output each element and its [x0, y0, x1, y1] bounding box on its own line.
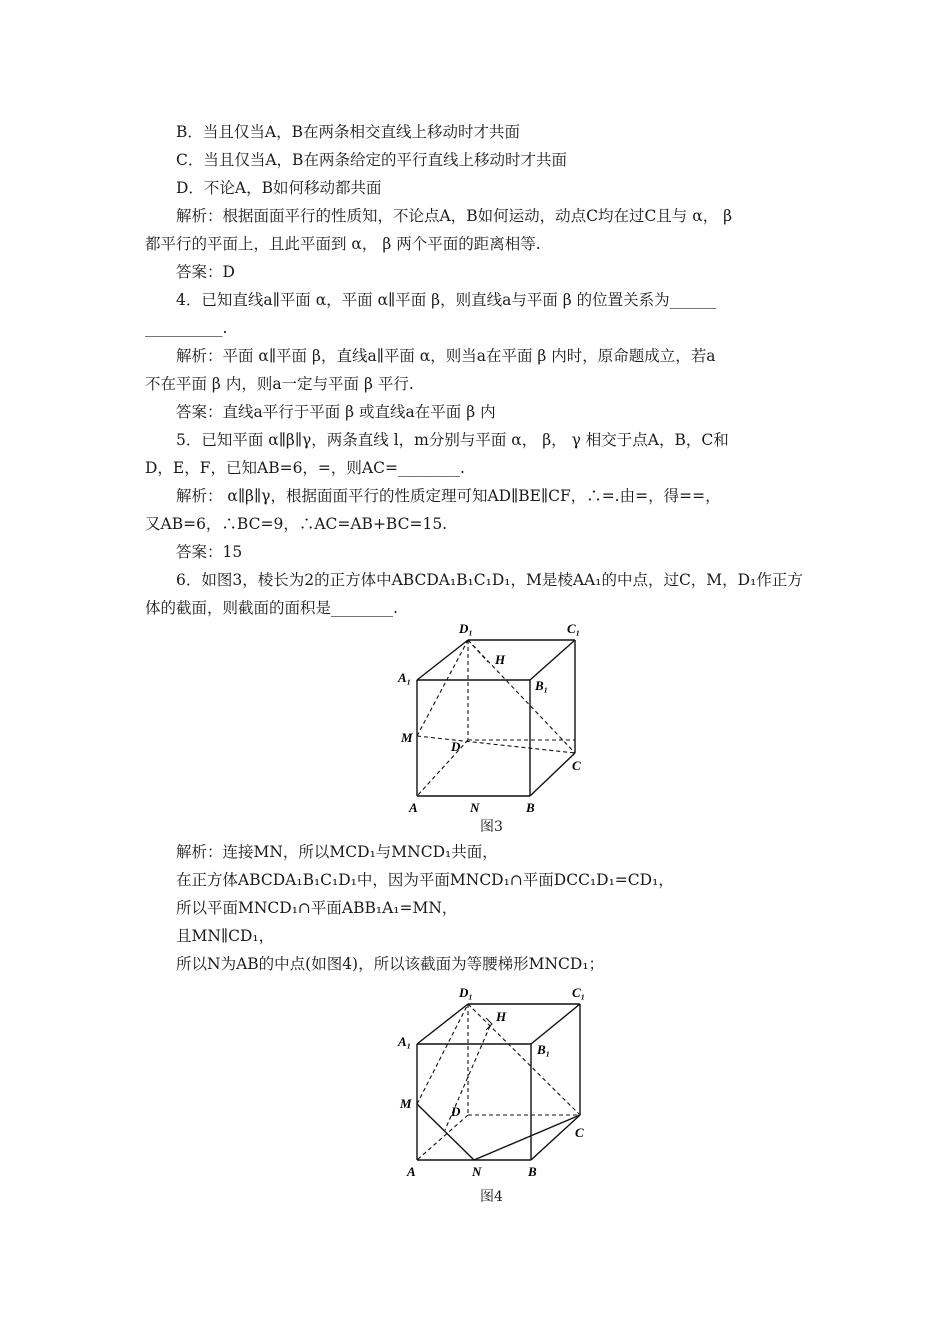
answer-3: 答案：D [176, 263, 235, 281]
label-d: D [451, 1104, 461, 1119]
label-m: M [401, 730, 413, 745]
label-n: N [472, 1164, 482, 1179]
label-d1: D₁ [459, 985, 473, 1000]
label-b1: B₁ [535, 678, 549, 693]
label-a: A [407, 1164, 416, 1179]
solution-3-line-2: 都平行的平面上，且此平面到 α， β 两个平面的距离相等. [145, 235, 541, 253]
label-m: M [400, 1096, 412, 1111]
label-c1: C₁ [567, 621, 581, 636]
label-b1: B₁ [537, 1042, 551, 1057]
label-a1: A₁ [398, 670, 412, 685]
label-c: C [575, 1125, 584, 1140]
solution-5-line-1: 解析： α∥β∥γ，根据面面平行的性质定理可知AD∥BE∥CF，∴=.由=，得==， [176, 487, 721, 505]
option-c: C．当且仅当A，B在两条给定的平行直线上移动时才共面 [176, 151, 567, 169]
solution-3-line-1: 解析：根据面面平行的性质知，不论点A，B如何运动，动点C均在过C且与 α， β [176, 207, 733, 225]
label-b: B [526, 800, 535, 813]
solution-4-line-1: 解析：平面 α∥平面 β，直线a∥平面 α，则当a在平面 β 内时，原命题成立，若a [176, 347, 716, 365]
label-a1: A₁ [398, 1034, 412, 1049]
solution-6-line-1: 解析：连接MN，所以MCD₁与MNCD₁共面， [176, 843, 498, 861]
question-4-line-1: 4．已知直线a∥平面 α，平面 α∥平面 β，则直线a与平面 β 的位置关系为______ [176, 291, 717, 309]
label-h: H [495, 652, 506, 667]
answer-4: 答案：直线a平行于平面 β 或直线a在平面 β 内 [176, 403, 496, 421]
cube-figure-4 [395, 980, 595, 1180]
question-5-line-2: D，E，F，已知AB=6，=，则AC=________. [145, 459, 465, 477]
cube-figure-3 [395, 618, 595, 813]
solution-5-line-2: 又AB=6，∴BC=9，∴AC=AB+BC=15. [145, 515, 448, 533]
question-5-line-1: 5．已知平面 α∥β∥γ，两条直线 l，m分别与平面 α， β， γ 相交于点A，B，C和 [176, 431, 729, 449]
option-d: D．不论A，B如何移动都共面 [176, 179, 382, 197]
label-c1: C₁ [572, 985, 586, 1000]
solution-6-line-2: 在正方体ABCDA₁B₁C₁D₁中，因为平面MNCD₁∩平面DCC₁D₁=CD₁， [176, 871, 674, 889]
answer-5: 答案：15 [176, 543, 243, 561]
label-n: N [470, 800, 480, 813]
label-d1: D₁ [459, 621, 473, 636]
option-b: B．当且仅当A，B在两条相交直线上移动时才共面 [176, 123, 520, 141]
label-h: H [496, 1009, 507, 1024]
solution-6-line-5: 所以N为AB的中点(如图4)，所以该截面为等腰梯形MNCD₁； [176, 955, 605, 973]
figure-4-caption: 图4 [480, 1189, 503, 1205]
solution-6-line-4: 且MN∥CD₁， [176, 927, 275, 945]
solution-4-line-2: 不在平面 β 内，则a一定与平面 β 平行. [145, 375, 414, 393]
label-b: B [528, 1164, 537, 1179]
question-6-line-2: 体的截面，则截面的面积是________. [145, 599, 398, 617]
figure-3-caption: 图3 [480, 819, 503, 835]
solution-6-line-3: 所以平面MNCD₁∩平面ABB₁A₁=MN， [176, 899, 458, 917]
label-a: A [409, 800, 418, 813]
question-6-line-1: 6．如图3，棱长为2的正方体中ABCDA₁B₁C₁D₁，M是棱AA₁的中点，过C，M，D₁作正方 [176, 571, 803, 589]
label-c: C [572, 758, 581, 773]
label-d: D [451, 739, 461, 754]
question-4-line-2: __________. [145, 319, 228, 337]
